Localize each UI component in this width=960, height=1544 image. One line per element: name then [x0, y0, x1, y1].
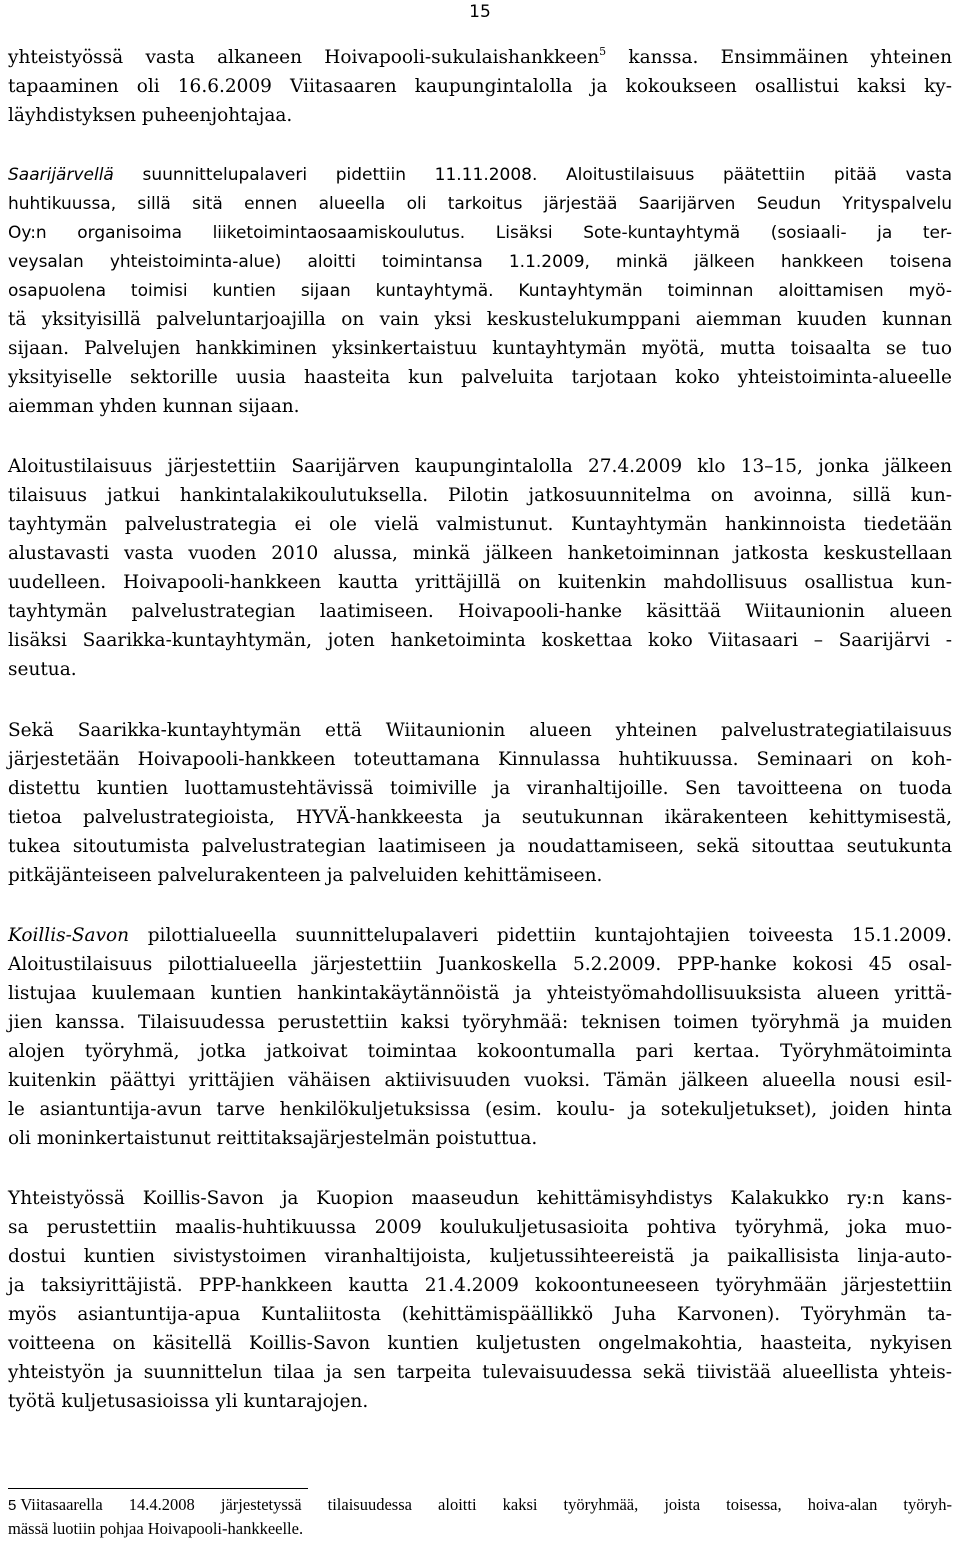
paragraph-line: veysalan yhteistoiminta-alue) aloitti toimintansa 1.1.2009, minkä jälkeen hankkeen toisena	[8, 252, 952, 272]
text-run: Aloitustilaisuus päätettiin pitää vasta	[537, 165, 953, 185]
text-run: kanssa. Ensimmäinen yhteinen	[606, 47, 953, 68]
paragraph-line: yhteistyön ja suunnittelun tilaa ja sen tarpeita tulevaisuudessa sekä tiivistää alueellista yhteis-	[8, 1362, 952, 1383]
paragraph-line: yksityiselle sektorille uusia haasteita kun palveluita tarjotaan koko yhteistoiminta-alueelle	[8, 367, 952, 388]
paragraph-line: järjestetään Hoivapooli-hankkeen toteuttamana Kinnulassa huhtikuussa. Seminaari on koh-	[8, 749, 952, 770]
footnote-number: 5	[8, 1497, 17, 1514]
paragraph-line: kuitenkin päättyi yrittäjien vähäisen aktiivisuuden vuoksi. Tämän jälkeen alueella nousi esil-	[8, 1070, 952, 1091]
place-name: Saarijärvellä	[8, 165, 114, 185]
paragraph-line: dostui kuntien sivistystoimen viranhaltijoista, kuljetussihteereistä ja paikallisista linja-auto-	[8, 1246, 952, 1267]
paragraph-line: sijaan. Palvelujen hankkiminen yksinkertaistuu kuntayhtymän myötä, mutta toisaalta se tuo	[8, 338, 952, 359]
text-run: Kuntayhtymän toiminnan aloittamisen myö-	[493, 281, 952, 301]
paragraph-line: Sekä Saarikka-kuntayhtymän että Wiitaunionin alueen yhteinen palvelustrategiatilaisuus	[8, 720, 952, 741]
paragraph-line: Yhteistyössä Koillis-Savon ja Kuopion maaseudun kehittämisyhdistys Kalakukko ry:n kans-	[8, 1188, 952, 1209]
paragraph-line: Oy:n organisoima liiketoimintaosaamiskoulutus. Lisäksi Sote-kuntayhtymä (sosiaali- ja ter-	[8, 223, 952, 243]
text-run: osapuolena toimisi kuntien sijaan kuntayhtymä.	[8, 281, 494, 301]
paragraph-line: alustavasti vasta vuoden 2010 alussa, minkä jälkeen hanketoiminnan jatkosta keskustellaan	[8, 543, 952, 564]
paragraph-line: alojen työryhmä, jotka jatkoivat toimintaa kokoontumalla pari kertaa. Työryhmätoiminta	[8, 1041, 952, 1062]
paragraph-line	[8, 160, 952, 190]
paragraph-line: tukea sitoutumista palvelustrategian laatimiseen ja noudattamiseen, sekä sitouttaa seutukunta	[8, 836, 952, 857]
text-run: yhteistyössä vasta alkaneen Hoivapooli-sukulaishankkeen	[8, 47, 600, 68]
paragraph-line: lisäksi Saarikka-kuntayhtymän, joten hanketoiminta koskettaa koko Viitasaari – Saarijärvi -	[8, 630, 952, 651]
paragraph-line: aiemman yhden kunnan sijaan.	[8, 396, 300, 417]
page-number: 15	[469, 2, 491, 22]
paragraph-line: Aloitustilaisuus pilottialueella järjestettiin Juankoskella 5.2.2009. PPP-hanke kokosi 45 osal-	[8, 954, 952, 975]
paragraph-line	[8, 921, 952, 951]
text-run: suunnittelupalaveri pidettiin 11.11.2008.	[113, 165, 538, 185]
paragraph-line: tä yksityisillä palveluntarjoajilla on vain yksi keskustelukumppani aiemman kuuden kunnan	[8, 309, 952, 330]
footnote	[8, 1493, 952, 1517]
paragraph-line	[8, 276, 952, 306]
paragraph-line: työtä kuljetusasioissa yli kuntarajojen.	[8, 1391, 369, 1412]
paragraph-line: pitkäjänteiseen palvelurakenteen ja palveluiden kehittämiseen.	[8, 865, 603, 886]
text-run: pilottialueella suunnittelupalaveri pidettiin kuntajohtajien toiveesta 15.1.2009.	[129, 925, 952, 946]
paragraph-line: tapaaminen oli 16.6.2009 Viitasaaren kaupungintalolla ja kokoukseen osallistui kaksi ky-	[8, 76, 952, 97]
paragraph-line: le asiantuntija-avun tarve henkilökuljetuksissa (esim. koulu- ja sotekuljetukset), joiden hinta	[8, 1099, 952, 1120]
footnote-divider	[8, 1488, 308, 1489]
paragraph-line	[8, 43, 952, 73]
paragraph-line: tietoa palvelustrategioista, HYVÄ-hankkeesta ja seutukunnan ikärakenteen kehittymisestä,	[8, 807, 952, 828]
paragraph-line: myös asiantuntija-apua Kuntaliitosta (kehittämispäällikkö Juha Karvonen). Työryhmän ta-	[8, 1304, 952, 1325]
paragraph-line: Aloitustilaisuus järjestettiin Saarijärven kaupungintalolla 27.4.2009 klo 13–15, jonka jälkeen	[8, 456, 952, 477]
paragraph-line: tayhtymän palvelustrategia ei ole vielä valmistunut. Kuntayhtymän hankinnoista tiedetään	[8, 514, 952, 535]
paragraph-line: voitteena on käsitellä Koillis-Savon kuntien kuljetusten ongelmakohtia, haasteita, nykyisen	[8, 1333, 952, 1354]
paragraph-line: oli moninkertaistunut reittitaksajärjestelmän poistuttua.	[8, 1128, 538, 1149]
paragraph-line: seutua.	[8, 659, 77, 680]
paragraph-line: huhtikuussa, sillä sitä ennen alueella oli tarkoitus järjestää Saarijärven Seudun Yrityspalvelu	[8, 194, 952, 214]
paragraph-line: tayhtymän palvelustrategian laatimiseen. Hoivapooli-hanke käsittää Wiitaunionin alueen	[8, 601, 952, 622]
paragraph-line: läyhdistyksen puheenjohtajaa.	[8, 105, 293, 126]
paragraph-line: uudelleen. Hoivapooli-hankkeen kautta yrittäjillä on kuitenkin mahdollisuus osallistua kun-	[8, 572, 952, 593]
paragraph-line: ja taksiyrittäjistä. PPP-hankkeen kautta 21.4.2009 kokoontuneeseen työryhmään järjestettiin	[8, 1275, 952, 1296]
paragraph-line: jien kanssa. Tilaisuudessa perustettiin kaksi työryhmää: teknisen toimen työryhmä ja muiden	[8, 1012, 952, 1033]
paragraph-line: sa perustettiin maalis-huhtikuussa 2009 koulukuljetusasioita pohtiva työryhmä, joka muo-	[8, 1217, 952, 1238]
footnote-reference: 5	[599, 45, 607, 58]
footnote-text: Viitasaarella 14.4.2008 järjestetyssä tilaisuudessa aloitti kaksi työryhmää, joista toisessa, hoiva-alan työryh-	[20, 1495, 952, 1514]
paragraph-line: tilaisuus jatkui hankintalakikoulutuksella. Pilotin jatkosuunnitelma on avoinna, sillä kun-	[8, 485, 952, 506]
paragraph-line: listujaa kuulemaan kuntien hankintakäytännöistä ja yhteistyömahdollisuuksista alueen yrittä-	[8, 983, 952, 1004]
footnote-line: mässä luotiin pohjaa Hoivapooli-hankkeelle.	[8, 1519, 304, 1538]
place-name: Koillis-Savon	[8, 925, 130, 946]
paragraph-line: distettu kuntien luottamustehtävissä toimiville ja viranhaltijoille. Sen tavoitteena on tuoda	[8, 778, 952, 799]
